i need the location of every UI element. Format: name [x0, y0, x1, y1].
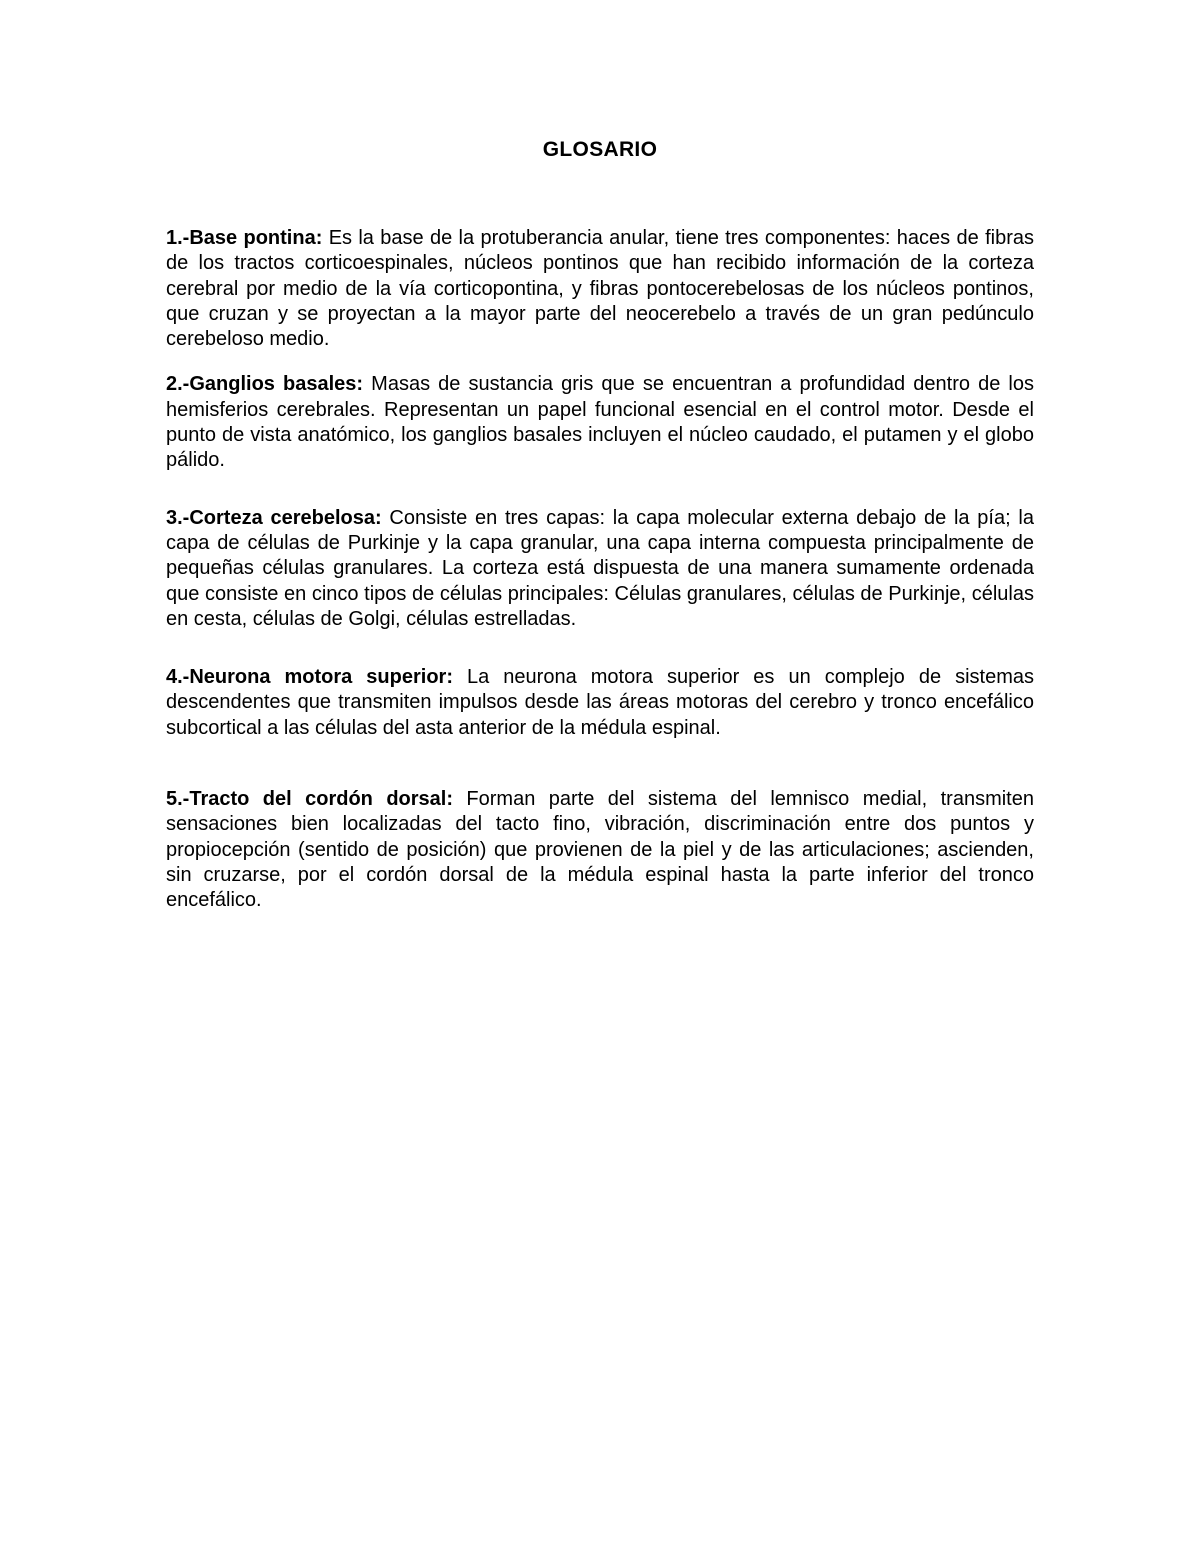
- glossary-list: [166, 226, 1034, 914]
- glossary-term: 5.-Tracto del cordón dorsal:: [166, 788, 453, 811]
- glossary-entry-corteza-cerebelosa: [166, 506, 1034, 632]
- glossary-term: 2.-Ganglios basales:: [166, 373, 364, 396]
- glossary-entry-base-pontina: [166, 226, 1034, 352]
- glossary-term: 1.-Base pontina:: [166, 227, 323, 249]
- glossary-term: 3.-Corteza cerebelosa:: [166, 506, 382, 529]
- glossary-definition: La neurona motora superior es un complejo de sistemas descendentes que transmiten impulsos desde las áreas motoras del cerebro y tronco encefálico subcortical a las células del asta anterior de la médula espinal.: [166, 666, 1034, 739]
- page-title: GLOSARIO: [542, 138, 658, 161]
- glossary-definition: Forman parte del sistema del lemnisco medial, transmiten sensaciones bien localizadas del tacto fino, vibración, discriminación entre dos puntos y propiocepción (sentido de posición) que provienen de la piel y de las articulaciones; ascienden, sin cruzarse, por el cordón dorsal de la médula espinal hasta la parte inferior del tronco encefálico.: [166, 788, 1034, 912]
- glossary-definition: Consiste en tres capas: la capa molecular externa debajo de la pía; la capa de células de Purkinje y la capa granular, una capa interna compuesta principalmente de pequeñas células granulares. La corteza está dispuesta de una manera sumamente ordenada que consiste en cinco tipos de células principales: Células granulares, células de Purkinje, células en cesta, células de Golgi, células estrelladas.: [166, 506, 1034, 630]
- glossary-definition: Es la base de la protuberancia anular, tiene tres componentes: haces de fibras de los tractos corticoespinales, núcleos pontinos que han recibido información de la corteza cerebral por medio de la vía corticopontina, y fibras pontocerebelosas de los núcleos pontinos, que cruzan y se proyectan a la mayor parte del neocerebelo a través de un gran pedúnculo cerebeloso medio.: [166, 227, 1035, 351]
- glossary-entry-ganglios-basales: [166, 372, 1034, 473]
- glossary-term: 4.-Neurona motora superior:: [166, 666, 453, 689]
- glossary-definition: Masas de sustancia gris que se encuentran a profundidad dentro de los hemisferios cerebrales. Representan un papel funcional esencial en el control motor. Desde el punto de vista anatómico, los ganglios basales incluyen el núcleo caudado, el putamen y el globo pálido.: [166, 373, 1034, 472]
- glossary-entry-neurona-motora-superior: [166, 665, 1034, 741]
- glossary-entry-tracto-cordon-dorsal: [166, 787, 1034, 913]
